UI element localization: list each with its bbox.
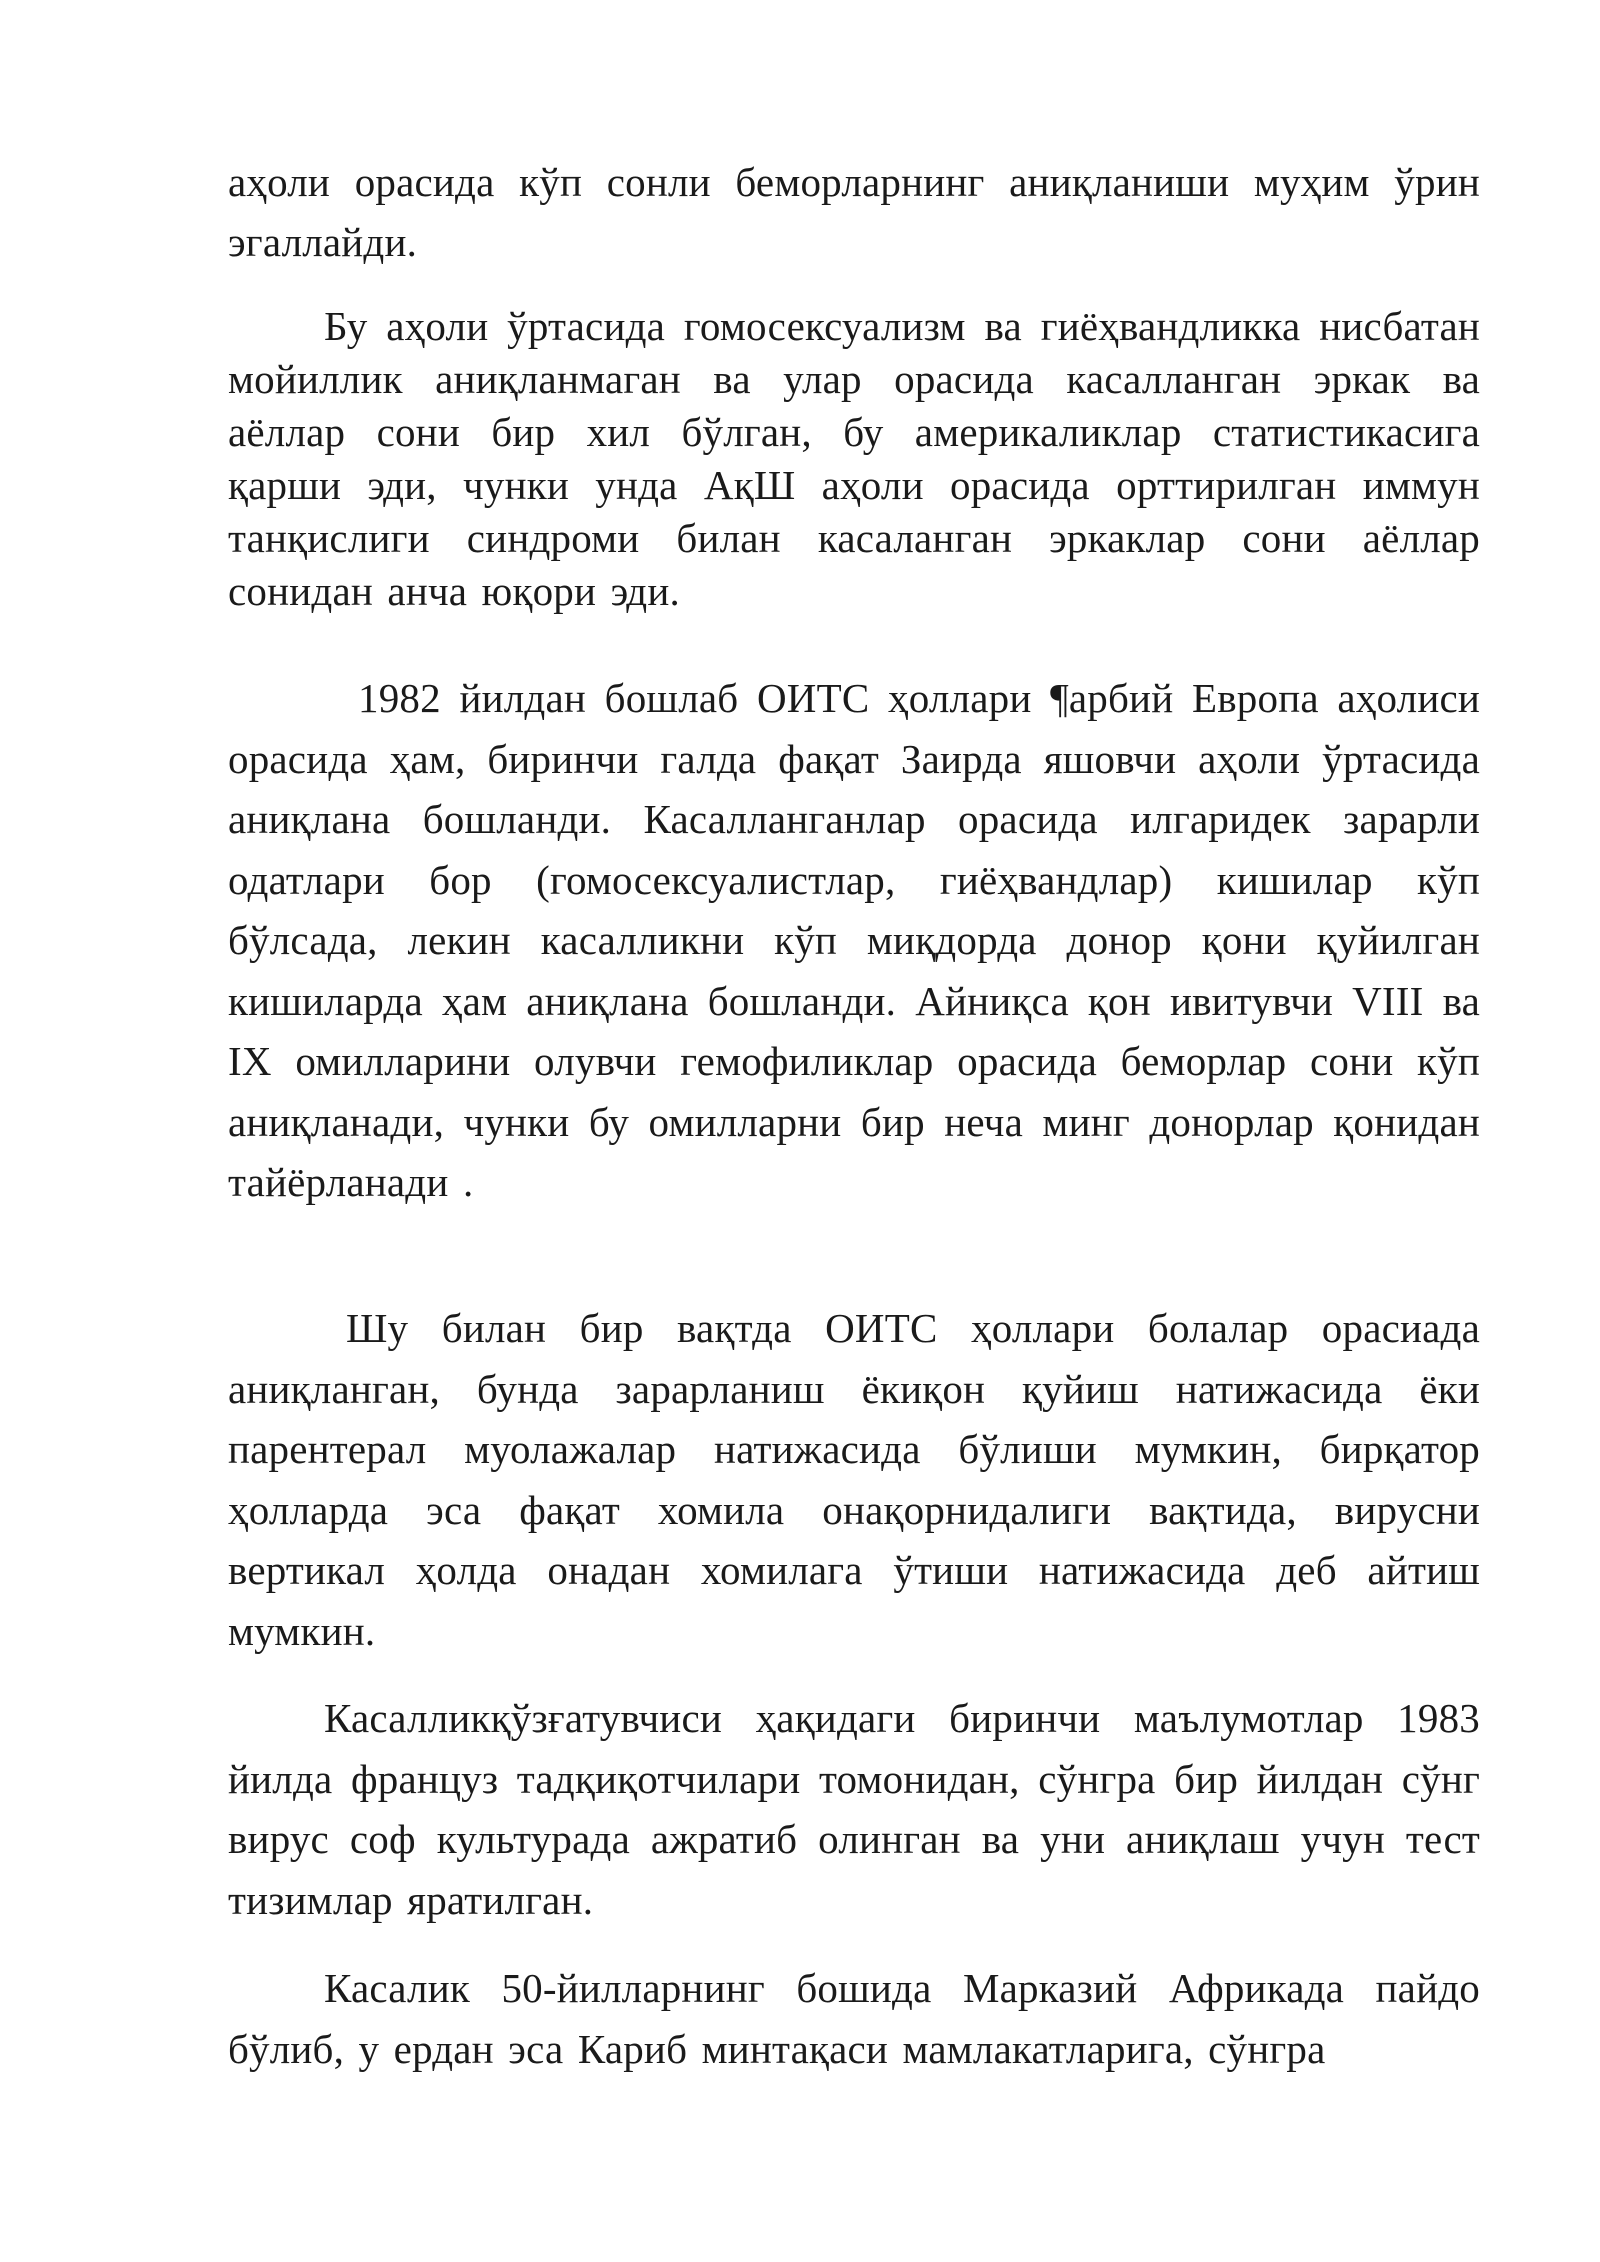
paragraph-1: Бу аҳоли ўртасида гомосексуализм ва гиёҳвандликка нисбатан мойиллик аниқланмаган ва улар орасида касалланган эркак ва аёллар сони бир хил бўлган, бу америкаликлар статистикасига қарши эди, чунки унда АқШ аҳоли орасида орттирилган иммун танқислиги синдроми билан касаланган эркаклар сони аёллар сонидан анча юқори эди. xyxy=(228,303,1480,614)
paragraph-continuation: аҳоли орасида кўп сонли беморларнинг аниқланиши муҳим ўрин эгаллайди. xyxy=(228,159,1480,265)
paragraph-2: 1982 йилдан бошлаб ОИТС ҳоллари ¶арбий Европа аҳолиси орасида ҳам, биринчи галда фақат Заирда яшовчи аҳоли ўртасида аниқлана бошланди. Касалланганлар орасида илгаридек зарарли одатлари бор (гомосексуалистлар, гиёҳвандлар) кишилар кўп бўлсада, лекин касалликни кўп миқдорда донор қони қуйилган кишиларда ҳам аниқлана бошланди. Айниқса қон ивитувчи VIII ва IX омилларини олувчи гемофиликлар орасида беморлар сони кўп аниқланади, чунки бу омилларни бир неча минг донорлар қонидан тайёрланади . xyxy=(228,675,1480,1205)
paragraph-4: Касалликқўзғатувчиси ҳақидаги биринчи маълумотлар 1983 йилда француз тадқиқотчилари томонидан, сўнгра бир йилдан сўнг вирус соф культурада ажратиб олинган ва уни аниқлаш учун тест тизимлар яратилган. xyxy=(228,1695,1480,1923)
paragraph-5: Касалик 50-йилларнинг бошида Марказий Африкада пайдо бўлиб, у ердан эса Кариб минтақаси мамлакатларига, сўнгра xyxy=(228,1965,1480,2072)
paragraph-3: Шу билан бир вақтда ОИТС ҳоллари болалар орасиада аниқланган, бунда зарарланиш ёкиқон қуйиш натижасида ёки парентерал муолажалар натижасида бўлиши мумкин, бирқатор ҳолларда эса фақат хомила онақорнидалиги вақтида, вирусни вертикал ҳолда онадан хомилага ўтиши натижасида деб айтиш мумкин. xyxy=(228,1305,1480,1654)
